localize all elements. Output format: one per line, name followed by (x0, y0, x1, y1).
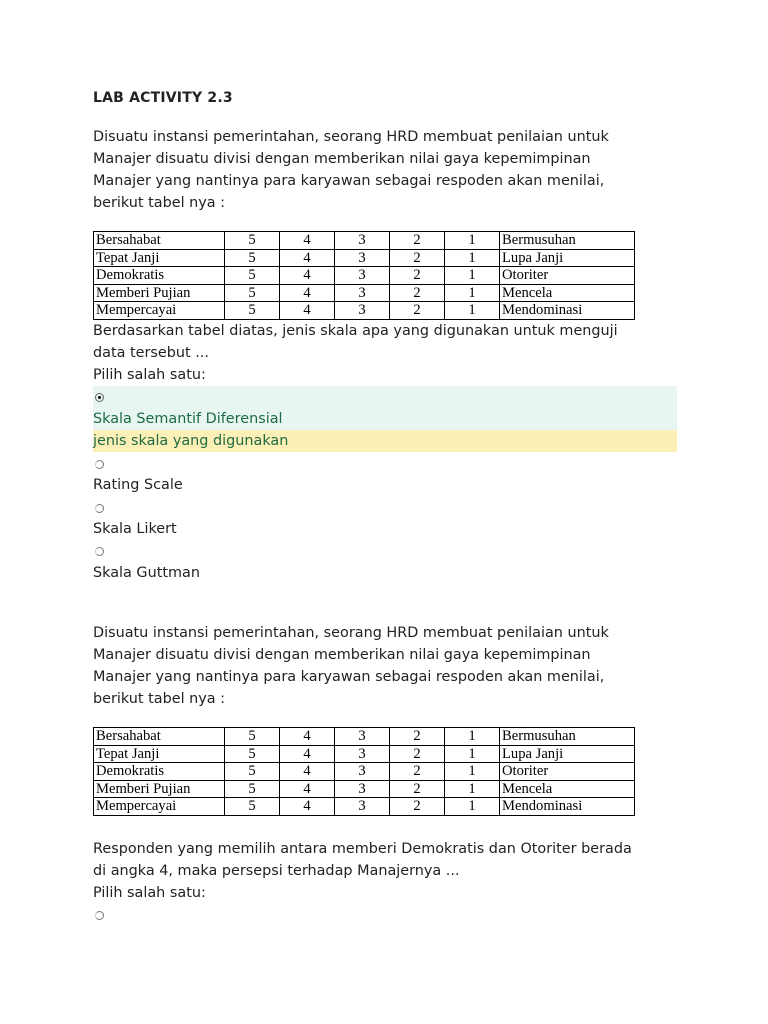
table-cell: 5 (225, 232, 280, 250)
table-cell: 5 (225, 302, 280, 320)
table-cell: 2 (390, 232, 445, 250)
q1-option-3-label[interactable]: Skala Likert (93, 521, 177, 537)
q2-question-line: di angka 4, maka persepsi terhadap Manajernya ... (93, 863, 460, 879)
table-cell: 5 (225, 745, 280, 763)
table-cell: 5 (225, 763, 280, 781)
table-cell: 4 (280, 745, 335, 763)
table-cell: 3 (335, 763, 390, 781)
q2-question (93, 838, 683, 904)
table-cell: 4 (280, 232, 335, 250)
table-cell: 5 (225, 728, 280, 746)
table-row (94, 249, 635, 267)
table-cell: 5 (225, 249, 280, 267)
q2-intro (93, 622, 683, 710)
table-cell: 3 (335, 745, 390, 763)
q2-choose-prompt: Pilih salah satu: (93, 885, 206, 901)
q1-option-1-radio[interactable] (95, 393, 104, 402)
table-cell: 4 (280, 728, 335, 746)
table-cell: 4 (280, 798, 335, 816)
table-cell: Mendominasi (500, 302, 635, 320)
page-title: LAB ACTIVITY 2.3 (93, 90, 233, 106)
table-row (94, 728, 635, 746)
table-cell: 3 (335, 267, 390, 285)
table-cell: 3 (335, 302, 390, 320)
table-cell: Mempercayai (94, 302, 225, 320)
table-cell: 4 (280, 267, 335, 285)
q1-option-3-radio[interactable] (95, 504, 104, 513)
table-cell: 5 (225, 267, 280, 285)
table-cell: 2 (390, 798, 445, 816)
table-cell: Tepat Janji (94, 249, 225, 267)
q1-option-4-label[interactable]: Skala Guttman (93, 565, 200, 581)
q1-intro-line: Disuatu instansi pemerintahan, seorang HRD membuat penilaian untuk (93, 129, 609, 145)
table-row (94, 284, 635, 302)
q2-scale-table (93, 727, 635, 816)
table-cell: Memberi Pujian (94, 284, 225, 302)
table-cell: Memberi Pujian (94, 780, 225, 798)
table-cell: 4 (280, 763, 335, 781)
table-cell: 1 (445, 728, 500, 746)
table-cell: Bersahabat (94, 728, 225, 746)
table-cell: Bersahabat (94, 232, 225, 250)
table-row (94, 798, 635, 816)
table-cell: Mempercayai (94, 798, 225, 816)
table-cell: 3 (335, 232, 390, 250)
table-cell: Lupa Janji (500, 249, 635, 267)
table-cell: Mencela (500, 780, 635, 798)
table-cell: Tepat Janji (94, 745, 225, 763)
table-cell: 1 (445, 780, 500, 798)
table-row (94, 302, 635, 320)
q2-intro-line: Manajer yang nantinya para karyawan sebagai respoden akan menilai, (93, 669, 605, 685)
table-cell: Otoriter (500, 267, 635, 285)
q1-option-2-label[interactable]: Rating Scale (93, 477, 183, 493)
table-cell: 1 (445, 763, 500, 781)
q1-intro-line: berikut tabel nya : (93, 195, 226, 211)
table-cell: 5 (225, 284, 280, 302)
table-cell: 1 (445, 232, 500, 250)
table-cell: 2 (390, 267, 445, 285)
table-cell: 5 (225, 798, 280, 816)
table-cell: 1 (445, 745, 500, 763)
table-cell: 4 (280, 284, 335, 302)
table-cell: 3 (335, 728, 390, 746)
q2-option-1-radio[interactable] (95, 911, 104, 920)
q1-question (93, 320, 683, 386)
table-cell: 4 (280, 249, 335, 267)
table-row (94, 267, 635, 285)
q1-question-line: Berdasarkan tabel diatas, jenis skala apa yang digunakan untuk menguji (93, 323, 618, 339)
q1-question-line: data tersebut ... (93, 345, 209, 361)
table-cell: 2 (390, 249, 445, 267)
q2-intro-line: Disuatu instansi pemerintahan, seorang HRD membuat penilaian untuk (93, 625, 609, 641)
table-cell: 3 (335, 284, 390, 302)
table-cell: 2 (390, 284, 445, 302)
table-cell: 2 (390, 763, 445, 781)
table-cell: 5 (225, 780, 280, 798)
q1-option-2-radio[interactable] (95, 460, 104, 469)
table-cell: 2 (390, 780, 445, 798)
table-cell: 1 (445, 798, 500, 816)
table-cell: 4 (280, 302, 335, 320)
q1-option-1-label[interactable]: Skala Semantif Diferensial (93, 411, 283, 427)
table-cell: Bermusuhan (500, 728, 635, 746)
table-cell: 1 (445, 267, 500, 285)
table-row (94, 763, 635, 781)
table-cell: Demokratis (94, 267, 225, 285)
table-cell: Mendominasi (500, 798, 635, 816)
q1-scale-table (93, 231, 635, 320)
q2-intro-line: berikut tabel nya : (93, 691, 226, 707)
q1-intro (93, 126, 683, 214)
table-cell: 3 (335, 249, 390, 267)
table-cell: Bermusuhan (500, 232, 635, 250)
table-cell: 2 (390, 745, 445, 763)
q2-intro-line: Manajer disuatu divisi dengan memberikan nilai gaya kepemimpinan (93, 647, 591, 663)
table-cell: Otoriter (500, 763, 635, 781)
table-cell: 3 (335, 798, 390, 816)
table-row (94, 232, 635, 250)
table-cell: 1 (445, 302, 500, 320)
table-cell: 2 (390, 728, 445, 746)
q1-intro-line: Manajer yang nantinya para karyawan sebagai respoden akan menilai, (93, 173, 605, 189)
table-cell: Demokratis (94, 763, 225, 781)
q1-option-4-radio[interactable] (95, 547, 104, 556)
table-cell: 1 (445, 249, 500, 267)
q2-question-line: Responden yang memilih antara memberi Demokratis dan Otoriter berada (93, 841, 632, 857)
q1-intro-line: Manajer disuatu divisi dengan memberikan nilai gaya kepemimpinan (93, 151, 591, 167)
table-row (94, 745, 635, 763)
table-cell: 1 (445, 284, 500, 302)
table-cell: Lupa Janji (500, 745, 635, 763)
table-cell: 4 (280, 780, 335, 798)
table-cell: Mencela (500, 284, 635, 302)
table-cell: 2 (390, 302, 445, 320)
q1-choose-prompt: Pilih salah satu: (93, 367, 206, 383)
q1-feedback-text: jenis skala yang digunakan (93, 433, 289, 449)
table-row (94, 780, 635, 798)
table-cell: 3 (335, 780, 390, 798)
